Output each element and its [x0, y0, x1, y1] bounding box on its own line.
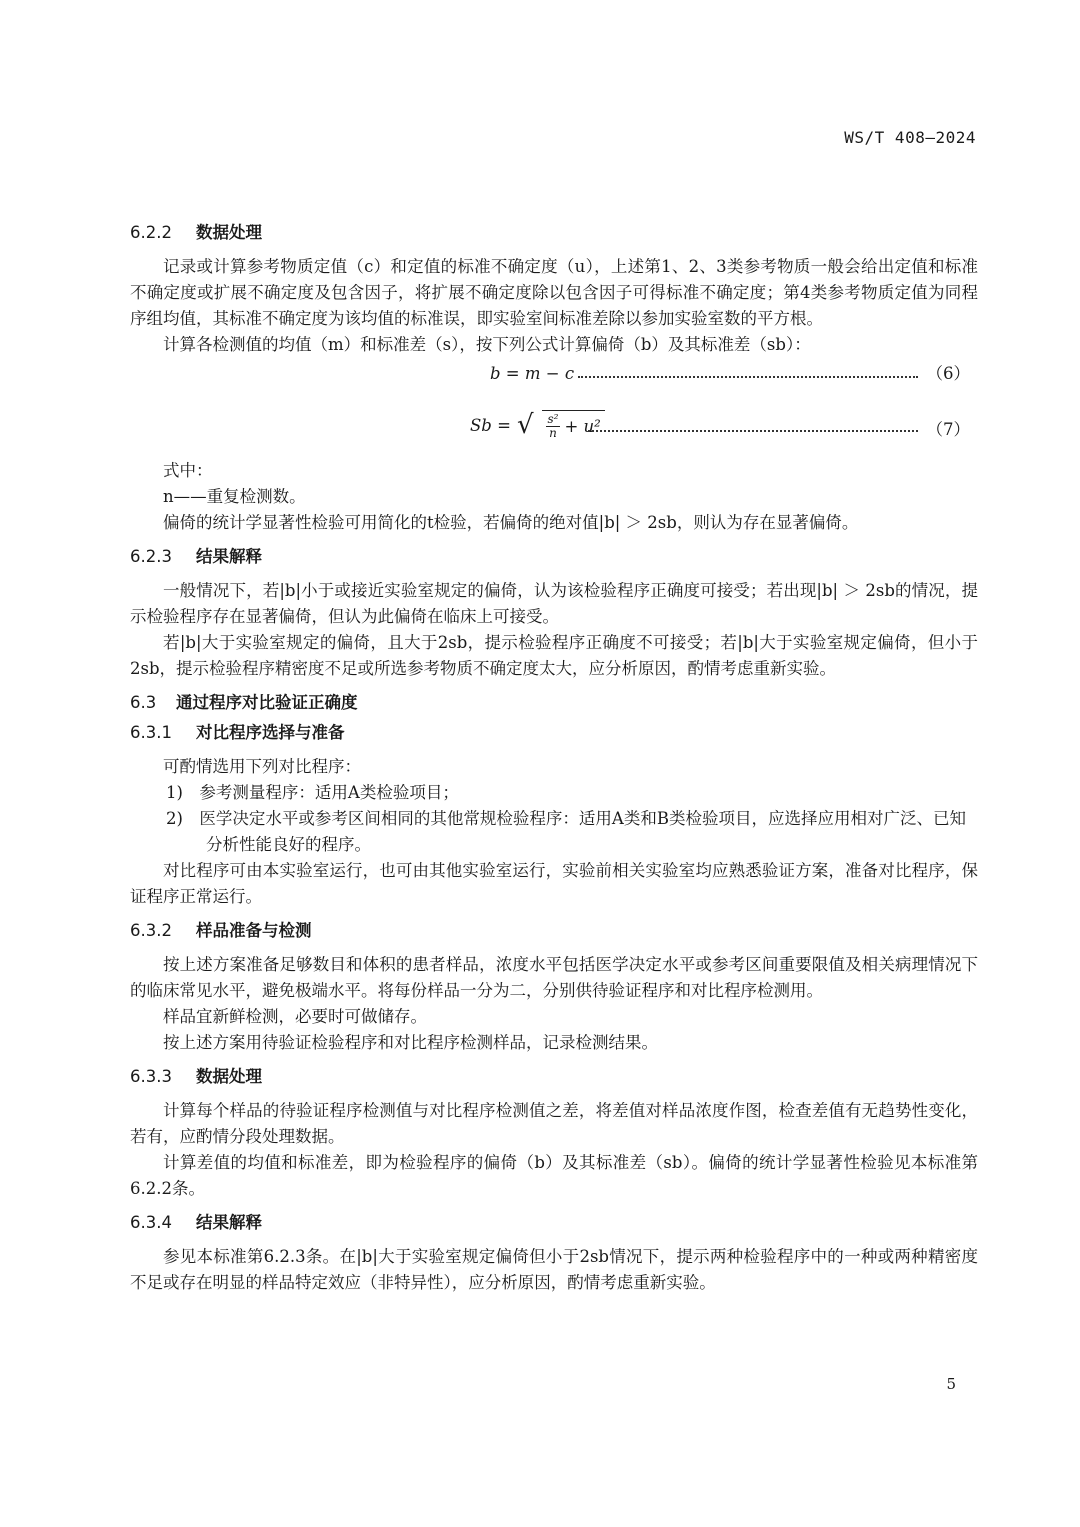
paragraph: 按上述方案用待验证检验程序和对比程序检测样品，记录检测结果。	[163, 1033, 658, 1052]
paragraph: 按上述方案准备足够数目和体积的患者样品，浓度水平包括医学决定水平或参考区间重要限值及相关病理情况下的临床常见水平，避免极端水平。将每份样品一分为二，分别供待验证程序和对比程序检测用。	[130, 955, 978, 1000]
sqrt-icon: √	[516, 410, 534, 440]
paragraph: 记录或计算参考物质定值（c）和定值的标准不确定度（u），上述第1、2、3类参考物质一般会给出定值和标准不确定度或扩展不确定度及包含因子，将扩展不确定度除以包含因子可得标准不确定度；第4类参考物质定值为同程序组均值，其标准不确定度为该均值的标准误，即实验室间标准差除以参加实验室数的平方根。	[130, 257, 978, 328]
heading-6-3-1: 6.3.1 对比程序选择与准备	[130, 723, 345, 742]
page-number: 5	[946, 1375, 956, 1393]
heading-6-2-2: 6.2.2 数据处理	[130, 223, 262, 242]
formula-6: b = m − c （6）	[490, 364, 970, 383]
paragraph: 计算各检测值的均值（m）和标准差（s），按下列公式计算偏倚（b）及其标准差（sb）：	[163, 335, 811, 354]
heading-6-3-3: 6.3.3 数据处理	[130, 1067, 262, 1086]
heading-6-2-3: 6.2.3 结果解释	[130, 547, 262, 566]
list-item: 1) 参考测量程序：适用A类检验项目；	[166, 783, 459, 802]
formula-7: Sb = √ $\frac{\text{s²}}{n}$ + u² （7）	[470, 410, 970, 440]
paragraph: 样品宜新鲜检测，必要时可做储存。	[163, 1007, 427, 1026]
paragraph: 参见本标准第6.2.3条。在|b|大于实验室规定偏倚但小于2sb情况下，提示两种检验程序中的一种或两种精密度不足或存在明显的样品特定效应（非特异性），应分析原因，酌情考虑重新实验。	[130, 1247, 978, 1292]
variable-definition: n——重复检测数。	[163, 487, 306, 506]
list-item: 2) 医学决定水平或参考区间相同的其他常规检验程序：适用A类和B类检验项目，应选择应用相对广泛、已知分析性能良好的程序。	[166, 809, 966, 854]
document-code: WS/T 408—2024	[844, 128, 976, 147]
heading-6-3: 6.3 通过程序对比验证正确度	[130, 693, 358, 712]
paragraph: 偏倚的统计学显著性检验可用简化的t检验，若偏倚的绝对值|b| ＞ 2sb，则认为存在显著偏倚。	[163, 513, 859, 532]
paragraph: 一般情况下，若|b|小于或接近实验室规定的偏倚，认为该检验程序正确度可接受；若出现|b| ＞ 2sb的情况，提示检验程序存在显著偏倚，但认为此偏倚在临床上可接受。	[130, 581, 978, 626]
paragraph: 对比程序可由本实验室运行，也可由其他实验室运行，实验前相关实验室均应熟悉验证方案，准备对比程序，保证程序正常运行。	[130, 861, 978, 906]
heading-6-3-4: 6.3.4 结果解释	[130, 1213, 262, 1232]
heading-6-3-2: 6.3.2 样品准备与检测	[130, 921, 312, 940]
paragraph: 计算差值的均值和标准差，即为检验程序的偏倚（b）及其标准差（sb）。偏倚的统计学显著性检验见本标准第6.2.2条。	[130, 1153, 978, 1198]
paragraph: 计算每个样品的待验证程序检测值与对比程序检测值之差，将差值对样品浓度作图，检查差值有无趋势性变化，若有，应酌情分段处理数据。	[130, 1101, 978, 1146]
where-label: 式中：	[163, 461, 213, 480]
page-content	[130, 218, 978, 1296]
paragraph: 若|b|大于实验室规定的偏倚，且大于2sb，提示检验程序正确度不可接受；若|b|大于实验室规定偏倚，但小于2sb，提示检验程序精密度不足或所选参考物质不确定度太大，应分析原因，酌情考虑重新实验。	[130, 633, 978, 678]
paragraph: 可酌情选用下列对比程序：	[163, 757, 361, 776]
